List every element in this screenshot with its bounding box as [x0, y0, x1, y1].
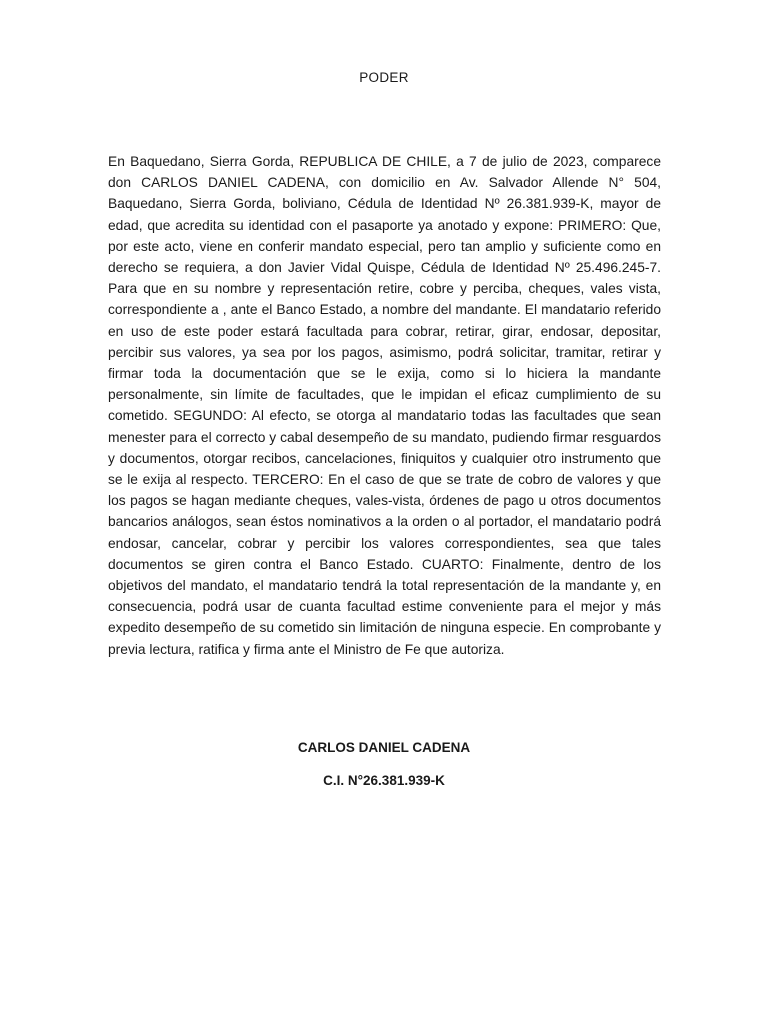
signature-name: CARLOS DANIEL CADENA [297, 740, 471, 755]
signature-id: C.I. N°26.381.939-K [323, 773, 445, 788]
document-body: En Baquedano, Sierra Gorda, REPUBLICA DE CHILE, a 7 de julio de 2023, comparece don CARLOS DANIEL CADENA, con domicilio en Av. Salvador Allende N° 504, Baquedano, Sierra Gorda, boliviano, Cédula de Identidad Nº 26.381.939-K, mayor de edad, que acredita su identidad con el pasaporte ya anotado y expone: PRIMERO: Que, por este acto, viene en conferir mandato especial, pero tan amplio y suficiente como en derecho se requiera, a don Javier Vidal Quispe, Cédula de Identidad Nº 25.496.245-7. Para que en su nombre y representación retire, cobre y perciba, cheques, vales vista, correspondiente a , ante el Banco Estado, a nombre del mandante. El mandatario referido en uso de este poder estará facultada para cobrar, retirar, girar, endosar, depositar, percibir sus valores, ya sea por los pagos, asimismo, podrá solicitar, tramitar, retirar y firmar toda la documentación que se le exija, como si lo hiciera la mandante personalmente, sin límite de facultades, que le impidan el eficaz cumplimiento de su cometido. SEGUNDO: Al efecto, se otorga al mandatario todas las facultades que sean menester para el correcto y cabal desempeño de su mandato, pudiendo firmar resguardos y documentos, otorgar recibos, cancelaciones, finiquitos y cualquier otro instrumento que se le exija al respecto. TERCERO: En el caso de que se trate de cobro de valores y que los pagos se hagan mediante cheques, vales-vista, órdenes de pago u otros documentos bancarios análogos, sean éstos nominativos a la orden o al portador, el mandatario podrá endosar, cancelar, cobrar y percibir los valores correspondientes, sea que tales documentos se giren contra el Banco Estado. CUARTO: Finalmente, dentro de los objetivos del mandato, el mandatario tendrá la total representación de la mandante y, en consecuencia, podrá usar de cuanta facultad estime conveniente para el mejor y más expedito desempeño de su cometido sin limitación de ninguna especie. En comprobante y previa lectura, ratifica y firma ante el Ministro de Fe que autoriza. [108, 154, 661, 657]
document-title: PODER [359, 70, 409, 85]
